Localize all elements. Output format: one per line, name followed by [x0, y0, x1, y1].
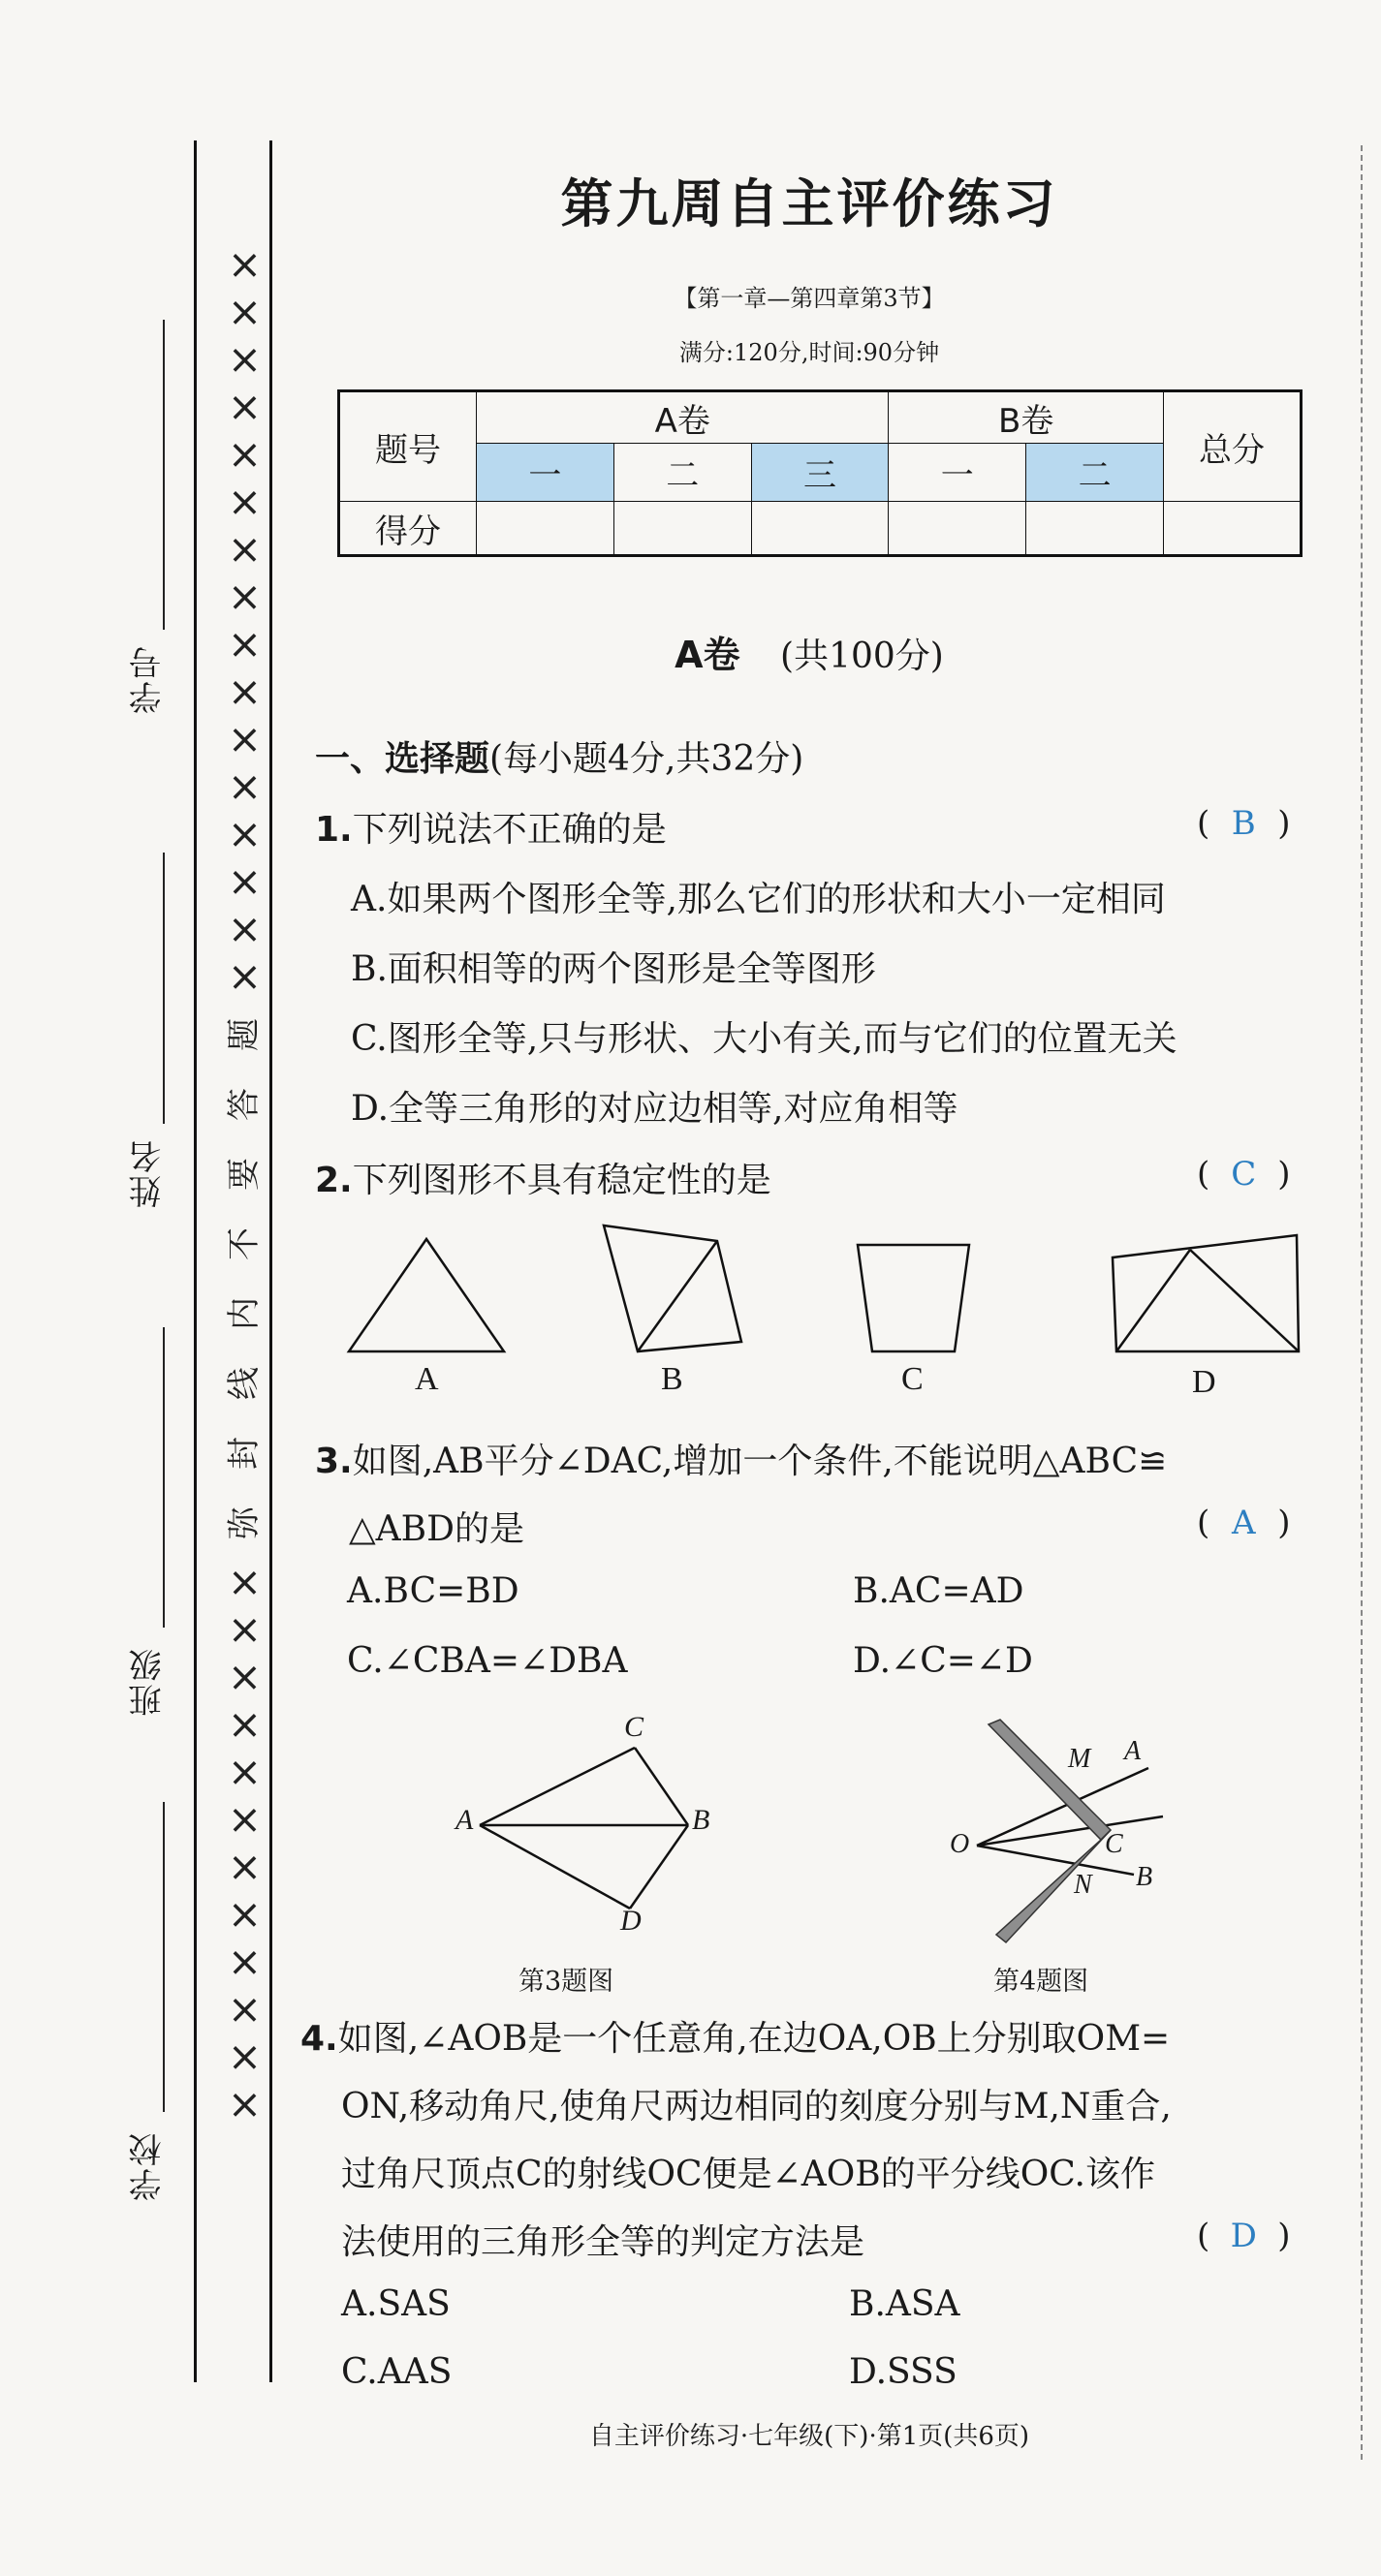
q1-stem [315, 802, 667, 852]
q3-answer: ( A ) [1197, 1504, 1291, 1542]
q3-option-c: C.∠CBA=∠DBA [347, 1641, 628, 1681]
q2-label-a: A [415, 1361, 439, 1397]
seal-word: 内 [225, 1297, 264, 1330]
q4-point-n: N [1074, 1870, 1092, 1900]
q3-answer-value: A [1231, 1504, 1256, 1542]
score-cell[interactable] [1026, 502, 1164, 556]
name-underline [163, 853, 165, 1124]
part-a1: 一 [477, 444, 614, 502]
q1-answer-value: B [1231, 804, 1256, 843]
school-underline [163, 1802, 165, 2112]
q4-caption: 第4题图 [993, 1967, 1089, 1997]
student-no-label: 学号 [129, 644, 168, 714]
q4-set-square-arm1 [989, 1720, 1111, 1840]
q2-quad-with-diagonal [604, 1226, 741, 1351]
volume-b-header: B卷 [889, 391, 1164, 444]
q2-quad-diagonal [638, 1241, 717, 1351]
q3-seg-db [630, 1825, 688, 1909]
q1-option-c: C.图形全等,只与形状、大小有关,而与它们的位置无关 [351, 1019, 1177, 1059]
seal-word: 弥 [225, 1506, 264, 1539]
q3-stem-line1 [315, 1434, 1167, 1483]
q4-stem-text1: 如图,∠AOB是一个任意角,在边OA,OB上分别取OM= [337, 2019, 1171, 2059]
q4-option-d: D.SSS [849, 2352, 957, 2392]
q1-option-b: B.面积相等的两个图形是全等图形 [351, 949, 876, 989]
part-b2: 二 [1026, 444, 1164, 502]
name-label: 姓名 [129, 1138, 168, 1208]
q2-answer: ( C ) [1197, 1155, 1291, 1194]
q2-stem-text: 下列图形不具有稳定性的是 [352, 1161, 771, 1200]
q2-trapezoid [858, 1245, 969, 1351]
q2-triangle [349, 1239, 504, 1351]
q3-point-c: C [624, 1711, 644, 1743]
q4-set-square-arm2 [996, 1830, 1111, 1942]
q3-stem-text1: 如图,AB平分∠DAC,增加一个条件,不能说明△ABC≌ [352, 1442, 1168, 1481]
section-a-points: (共100分) [780, 636, 944, 676]
q4-point-b: B [1136, 1862, 1153, 1892]
q3-figure [455, 1724, 727, 1947]
total-header: 总分 [1164, 391, 1302, 502]
q1-stem-text: 下列说法不正确的是 [352, 810, 667, 850]
seal-word: 答 [225, 1088, 264, 1121]
q1-option-a: A.如果两个图形全等,那么它们的形状和大小一定相同 [351, 880, 1166, 919]
score-cell[interactable] [1164, 502, 1302, 556]
section-a-title: A卷 [675, 634, 740, 676]
class-label: 班级 [129, 1647, 168, 1717]
q4-stem-line1 [300, 2011, 1170, 2061]
part-a2: 二 [613, 444, 751, 502]
margin-line-left [194, 140, 197, 2382]
score-row-label: 得分 [339, 502, 477, 556]
q3-caption: 第3题图 [518, 1967, 614, 1997]
q2-label-b: B [661, 1361, 683, 1397]
q2-figures [330, 1216, 1308, 1371]
q2-d-line2 [1190, 1250, 1299, 1351]
q4-point-a: A [1124, 1736, 1142, 1766]
school-label: 学校 [129, 2131, 168, 2201]
score-cell[interactable] [889, 502, 1026, 556]
seal-column [215, 240, 273, 2127]
q4-stem-line2: ON,移动角尺,使角尺两边相同的刻度分别与M,N重合, [341, 2087, 1172, 2126]
q4-answer: ( D ) [1197, 2217, 1291, 2255]
page-footer: 自主评价练习·七年级(下)·第1页(共6页) [588, 2422, 1030, 2451]
right-cut-line [1361, 145, 1363, 2460]
q3-seg-ad [480, 1825, 630, 1909]
qnum-header: 题号 [339, 391, 477, 502]
q2-label-c: C [901, 1361, 924, 1397]
part1-note: (每小题4分,共32分) [489, 739, 804, 779]
q2-label-d: D [1192, 1364, 1216, 1400]
q4-stem-line3: 过角尺顶点C的射线OC便是∠AOB的平分线OC.该作 [341, 2155, 1155, 2194]
q1-option-d: D.全等三角形的对应边相等,对应角相等 [351, 1089, 958, 1129]
q3-option-b: B.AC=AD [853, 1571, 1024, 1611]
q4-point-m: M [1068, 1744, 1091, 1774]
score-cell[interactable] [477, 502, 614, 556]
q3-point-a: A [455, 1804, 474, 1836]
q2-number: 2. [315, 1161, 353, 1200]
part1-heading [315, 731, 803, 781]
seal-x-bottom: ×××××××××××× [221, 1558, 268, 2127]
q3-number: 3. [315, 1442, 353, 1481]
q3-seg-cb [635, 1748, 688, 1825]
volume-a-header: A卷 [477, 391, 889, 444]
seal-x-top: ×××××××××××××××× [221, 240, 268, 1000]
seal-word: 要 [225, 1158, 264, 1191]
q1-answer: ( B ) [1197, 804, 1291, 843]
score-cell[interactable] [751, 502, 889, 556]
part-a3: 三 [751, 444, 889, 502]
q3-option-d: D.∠C=∠D [853, 1641, 1033, 1681]
chapter-range: 【第一章—第四章第3节】 [674, 285, 945, 312]
part-b1: 一 [889, 444, 1026, 502]
q4-option-c: C.AAS [341, 2352, 453, 2392]
q2-quad-triangulated [1113, 1235, 1299, 1351]
q4-option-a: A.SAS [341, 2284, 451, 2324]
score-table [337, 389, 1303, 557]
q4-stem-line4: 法使用的三角形全等的判定方法是 [341, 2222, 865, 2262]
q3-point-d: D [620, 1905, 642, 1937]
q1-number: 1. [315, 810, 353, 850]
q4-ray-oc [977, 1816, 1163, 1846]
q3-stem-line2: △ABD的是 [349, 1509, 525, 1549]
seal-word: 封 [225, 1437, 264, 1470]
q3-point-b: B [692, 1804, 710, 1836]
q4-number: 4. [300, 2019, 338, 2059]
seal-word: 不 [225, 1227, 264, 1260]
part1-title: 一、选择题 [315, 739, 490, 779]
student-no-underline [163, 320, 165, 630]
q4-option-b: B.ASA [849, 2284, 960, 2324]
q3-option-a: A.BC=BD [347, 1571, 519, 1611]
q2-stem [315, 1153, 771, 1202]
q4-point-o: O [950, 1829, 970, 1859]
q2-d-line1 [1116, 1250, 1190, 1351]
class-underline [163, 1327, 165, 1628]
seal-word: 题 [225, 1018, 264, 1051]
q4-point-c: C [1105, 1829, 1123, 1859]
seal-word: 线 [225, 1367, 264, 1400]
page-title: 第九周自主评价练习 [560, 173, 1058, 234]
q2-answer-value: C [1231, 1155, 1257, 1194]
q3-seg-ac [480, 1748, 635, 1825]
section-a-heading [320, 625, 1299, 678]
score-time-info: 满分:120分,时间:90分钟 [678, 339, 940, 366]
score-cell[interactable] [613, 502, 751, 556]
q4-answer-value: D [1230, 2217, 1257, 2255]
